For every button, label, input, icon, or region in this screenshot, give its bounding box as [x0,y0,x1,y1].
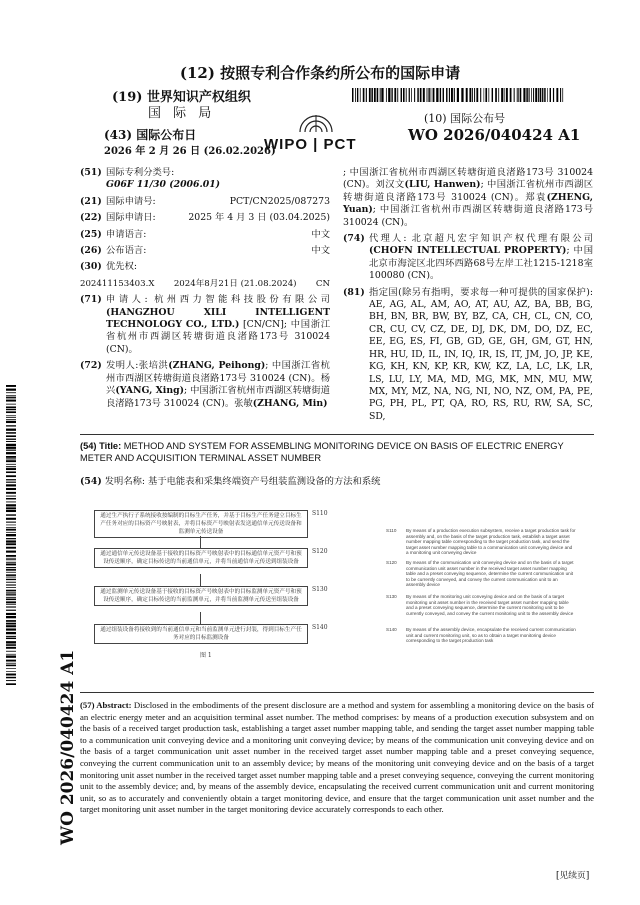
figure-caption: 图 1 [200,652,212,659]
side-publication-number: WO 2026/040424 A1 [58,649,78,845]
inventor-name: 张敏 [234,397,253,409]
biblio-right-column [343,167,593,427]
applicant-label: 申请人: [106,294,155,306]
agent-address: ; 中国北京市海淀区北四环西路68号左岸工社1215-1218室 100080 (CN)。 [369,245,593,282]
ipc-label: 国际专利分类号: [106,167,175,178]
filing-date: 2025 年 4 月 3 日 (03.04.2025) [188,212,330,224]
filing-language-label: 申请语言: [106,228,147,240]
wipo-logo-icon [296,112,336,134]
legend-step [386,627,576,644]
inventor-name-en: (LIU, Hanwen) [404,179,481,191]
priority-row [80,278,330,290]
applicant-name-cn: 杭州西力智能科技股份有限公司 [154,294,330,306]
organization-bureau: 国 际 局 [148,106,216,121]
legend-step [386,594,576,616]
item-81 [343,287,593,423]
legend-step-text: By means of a production execution subsystem, receive a target production task for assembly and, on the basis of the target production task, establish a target asset number mapping table corresponding to the target production task, and send the target asset number mapping table to a communication unit conveying device and a monitoring unit conveying device [406,528,576,556]
representative-drawing [86,508,576,668]
applicant-address: [CN/CN]; 中国浙江省杭州市西湖区转塘街道良渚路173号 310024 (CN)。 [106,319,330,355]
document-type-title: (12) 按照专利合作条约所公布的国际申请 [179,64,461,82]
ipc-value: G06F 11/30 (2006.01) [106,179,221,191]
inventor-name-en: (ZHANG, Peihong) [168,360,266,372]
flow-arrow [200,612,201,624]
item-51 [80,167,330,192]
section-divider [80,692,594,693]
item-number: (30) [80,261,102,273]
legend-step-id: S110 [386,528,397,533]
item-number: (26) [80,245,102,257]
flow-step-box: 通过组装设备将接收到的当前通信单元和当前监测单元进行封装，得到目标生产任务对应的目标监测设备 [94,624,308,644]
item-71 [80,294,330,356]
application-number: PCT/CN2025/087273 [229,195,330,207]
inventor-address: ; 中国浙江省杭州市西湖区转塘街道良渚路173号 310024 (CN)。 [106,360,330,384]
legend-step-text: By means of the assembly device, encapsulate the received current communication unit and current monitoring unit, so as to obtain a target monitoring device corresponding to the target production task [406,627,576,644]
flow-arrow [200,536,201,548]
legend-step [386,560,576,588]
designated-states: 指定国(除另有指明，要求每一种可提供的国家保护): AE, AG, AL, AM, AO, AT, AU, AZ, BA, BB, BG, BH, BN, BR, BW, BY, BZ, CA, CH, CL, CN, CO, CR, CU, CV, CZ, DE, DJ, DK, DM, DO, DZ, EC, EE, EG, ES, FI, GB, GD, GE, GH, GM, GT, HN, HR, HU, ID, IL, IN, IQ, IR, IS, IT, JM, JO, JP, KE, KG, KH, KN, KP, KR, KW, KZ, LA, LC, LK, LR, LS, LU, LY, MA, MD, MG, MK, MN, MU, MW, MX, MY, MZ, NA, NG, NI, NO, NZ, OM, PA, PE, PG, PH, PL, PT, QA, RO, RS, RU, RW, SA, SC, SD, [369,286,593,422]
publication-date-label: (43) 国际公布日 [104,128,197,142]
legend-step-text: By means of the communication unit conveying device and on the basis of a target communication unit asset number in the received target asset number mapping table and a preset conveying sequence, determine the current communication unit to be currently conveyed, and convey the current communication unit to an assembly device [406,560,574,588]
inventor-name: 刘汉文 [375,179,405,191]
priority-label: 优先权: [106,261,138,273]
barcode-top [352,88,564,102]
inventor-address: ; 中国浙江省杭州市西湖区转塘街道良渚路173号 310024 (CN)。 [343,204,593,228]
item-30 [80,261,330,273]
agent-name-cn: 北京超凡宏宇知识产权代理有限公司 [411,233,593,245]
item-25 [80,229,330,241]
item-74 [343,233,593,283]
wipo-pct-mark: WIPO | PCT [264,136,357,153]
biblio-left-column [80,167,330,414]
filing-date-label: 国际申请日: [106,212,156,224]
flow-arrow [200,574,201,586]
legend-step-text: By means of the monitoring unit conveying device and on the basis of a target monitoring unit asset number in the received target asset number mapping table and a preset conveying sequence, determine the current monitoring unit to be currently conveyed, and convey the current monitoring unit to the assembly device [406,594,574,616]
legend-step [386,528,576,556]
item-number: (71) [80,294,102,306]
title-chinese [80,473,594,487]
flow-step-box: 通过生产执行子系统接收按编制的目标生产任务，并基于目标生产任务建立目标生产任务对应的目标资产号映射表，并将目标资产号映射表发送通信单元传送设备和监测单元传送设备 [94,510,308,538]
item-number: (74) [343,233,365,245]
publication-language: 中文 [311,245,330,257]
inventor-address: ; 中国浙江省杭州市西湖区转塘街道良渚路173号 310024 (CN)。 [106,385,330,409]
item-number: (25) [80,228,102,240]
flow-step-id: S140 [312,624,328,631]
application-number-label: 国际申请号: [106,195,156,207]
item-number: (51) [80,167,102,178]
inventor-name-en: (ZHENG, Yuan) [343,191,593,216]
legend-step-id: S130 [386,594,397,599]
item-number: (54) [80,441,97,451]
flow-step-box: 通过通信单元传送设备基于接收的目标资产号映射表中的目标通信单元资产号和预设传送顺序，确定目标传送的当前通信单元，并将当前通信单元传送到组装设备 [94,548,308,568]
filing-language: 中文 [311,228,330,240]
inventor-name: 杨兴 [106,372,330,397]
abstract [80,700,594,816]
item-number: (72) [80,360,102,372]
legend-step-id: S120 [386,560,397,565]
priority-country: CN [315,278,330,289]
abstract-text: Disclosed in the embodiments of the present disclosure are a method and system for assembling a monitoring device on the basis of an electric energy meter and an acquisition terminal asset number. The method comprises: by means of a production execution subsystem and on the basis of a received target production task, establishing a target asset number mapping table, and sending the target asset number mapping table to a communication unit conveying device and a monitoring unit conveying device; by means of the communication unit conveying device and on the basis of a target communication unit asset number in the received target asset number mapping table and a preset conveying sequence, conveying the current communication unit to an assembly device; by means of the monitoring unit conveying device and on the basis of a target monitoring unit asset number in the received target asset number mapping table and a preset conveying sequence, conveying the current monitoring unit to the assembly device; and, by means of the assembly device, encapsulating the received current communication unit and current monitoring unit, so as to accurately and conveniently obtain a target monitoring device, and ensure that the target communication unit asset number and the target monitoring unit asset number in the target monitoring device accurately corresponds to each other. [80,700,594,815]
title-text-cn: 基于电能表和采集终端资产号组装监测设备的方法和系统 [148,476,381,487]
section-divider [80,434,594,435]
publication-language-label: 公布语言: [106,245,147,257]
inventor-address: ; 中国浙江省杭州市西湖区转塘街道良渚路173号 310024 (CN)。 [343,179,593,203]
item-number: (81) [343,286,365,298]
inventor-name-en: (ZHANG, Min) [252,397,328,409]
inventor-name: 郑袁 [525,191,547,203]
item-number: (22) [80,212,102,224]
organization-name: (19) 世界知识产权组织 [112,90,251,105]
agent-label: 代理人: [369,233,412,245]
title-text-en: METHOD AND SYSTEM FOR ASSEMBLING MONITORING DEVICE ON BASIS OF ELECTRIC ENERGY METER AND ACQUISITION TERMINAL ASSET NUMBER [80,441,564,463]
agent-name-en: (CHOFN INTELLECTUAL PROPERTY) [369,245,567,257]
publication-number: WO 2026/040424 A1 [408,126,581,144]
inventor-address: ; 中国浙江省杭州市西湖区转塘街道良渚路173号 310024 (CN)。 [343,167,593,191]
title-label: Title: [99,441,122,451]
item-number: (54) [80,476,102,487]
inventor-label: 发明人: [106,360,139,372]
flow-step-id: S110 [312,510,328,517]
title-label-cn: 发明名称: [104,476,146,487]
item-72 [80,360,330,410]
abstract-label: (57) Abstract: [80,700,132,710]
legend-step-id: S140 [386,627,397,632]
item-22 [80,212,330,224]
publication-date: 2026 年 2 月 26 日 (26.02.2026) [104,146,276,157]
flow-step-id: S130 [312,586,328,593]
continuation-note: [见续页] [556,871,590,881]
publication-number-label: (10) 国际公布号 [424,112,506,125]
title-english [80,440,594,464]
item-21 [80,196,330,208]
item-72-continued [343,167,593,229]
priority-date: 2024年8月21日 (21.08.2024) [173,278,297,289]
priority-number: 202411153403.X [80,278,155,289]
applicant-name-en: (HANGZHOU XILI INTELLIGENT TECHNOLOGY CO., LTD.) [106,306,330,331]
barcode-side [6,385,16,685]
flow-step-box: 通过监测单元传送设备基于接收的目标资产号映射表中的目标监测单元资产号和预设传送顺序，确定目标传送的当前监测单元，并将当前监测单元传送至组装设备 [94,586,308,606]
inventor-name: 张培洪 [138,360,169,372]
item-26 [80,245,330,257]
flow-step-id: S120 [312,548,328,555]
item-number: (21) [80,195,102,207]
inventor-name-en: (YANG, Xing) [115,385,184,397]
